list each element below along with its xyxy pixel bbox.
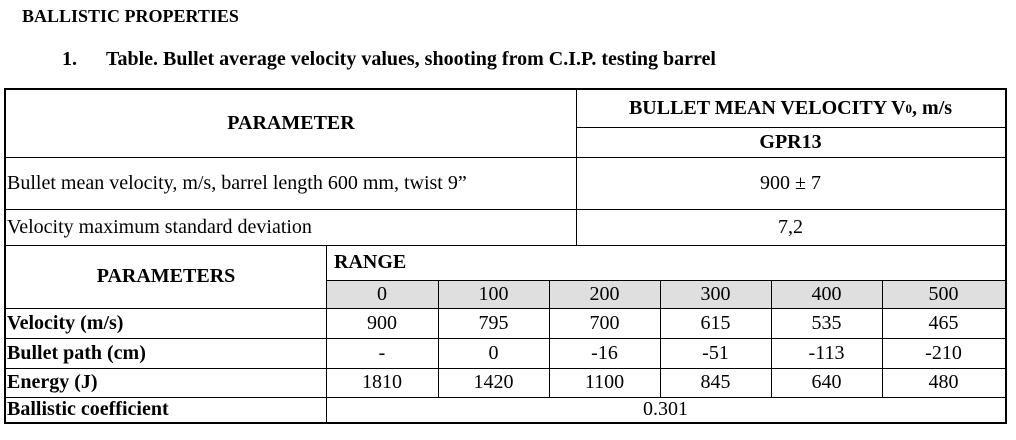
ballistic-coefficient-label: Ballistic coefficient [7,398,169,420]
velocity-header-title: BULLET MEAN VELOCITY V [628,97,906,119]
table-cell: 0 [488,341,499,364]
range-value: 100 [478,282,509,305]
section-heading: BALLISTIC PROPERTIES [22,6,239,26]
table-cell: 535 [811,311,842,334]
std-deviation-label: Velocity maximum standard deviation [7,215,312,238]
velocity-row-label: Velocity (m/s) [7,311,124,334]
table-cell: -51 [702,341,729,364]
velocity-header-sub: 0 [905,100,913,116]
table-caption-text: Table. Bullet average velocity values, shooting from C.I.P. testing barrel [106,48,716,70]
std-deviation-value: 7,2 [778,215,803,238]
table-cell: 465 [928,311,959,334]
range-value: 400 [811,282,842,305]
table-cell: -113 [808,341,845,364]
table-caption [62,48,716,71]
table-cell: 900 [367,311,397,334]
table-cell: -16 [591,341,618,364]
table-cell: 1810 [362,371,402,393]
range-value: 500 [928,282,959,305]
range-header: RANGE [334,251,407,273]
range-value: 300 [700,282,731,305]
table-caption-number: 1. [62,48,77,70]
bullet-path-row-label: Bullet path (cm) [7,341,146,364]
table-cell: 845 [700,371,731,393]
velocity-header-unit: , m/s [912,97,953,119]
table-cell: 700 [589,311,620,334]
table-cell: 1100 [584,371,625,393]
table-cell: 1420 [473,371,514,393]
energy-row-label: Energy (J) [7,371,98,393]
parameters-header: PARAMETERS [96,265,236,287]
range-value: 200 [589,282,620,305]
table-cell: -210 [925,341,962,364]
table-cell: 640 [811,371,842,393]
range-value: 0 [377,282,387,305]
table-cell: 615 [700,311,731,334]
parameter-header: PARAMETER [227,112,355,134]
mean-velocity-label: Bullet mean velocity, m/s, barrel length 600 mm, twist 9” [7,171,467,194]
mean-velocity-value: 900 ± 7 [760,171,821,194]
table-cell: - [378,341,386,364]
velocity-header [576,90,1005,127]
ballistic-coefficient-value: 0.301 [643,398,688,420]
table-cell: 480 [928,371,959,393]
ballistic-table [4,88,1007,424]
table-cell: 795 [478,311,509,334]
model-header: GPR13 [759,130,822,153]
